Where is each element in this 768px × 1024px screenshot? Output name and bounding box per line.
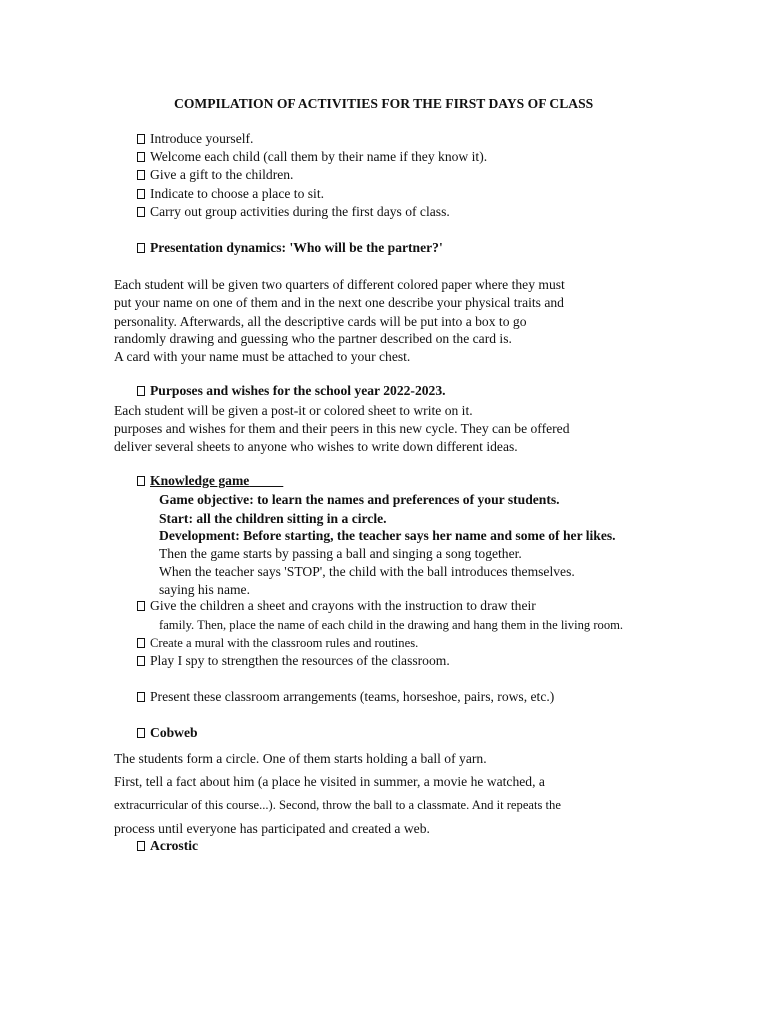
list-item: Give the children a sheet and crayons with the instruction to draw their — [137, 598, 536, 614]
knowledge-detail: Then the game starts by passing a ball and singing a song together. — [159, 546, 522, 561]
paragraph-line: purposes and wishes for them and their peers in this new cycle. They can be offered — [114, 421, 570, 436]
section-heading-acrostic: Acrostic — [137, 838, 198, 854]
paragraph-line: process until everyone has participated and created a web. — [114, 821, 430, 836]
checkbox-icon — [137, 243, 145, 253]
paragraph-line: randomly drawing and guessing who the partner described on the card is. — [114, 331, 512, 346]
paragraph-line: put your name on one of them and in the next one describe your physical traits and — [114, 295, 564, 310]
checkbox-icon — [137, 692, 145, 702]
checkbox-icon — [137, 656, 145, 666]
paragraph-line: Each student will be given a post-it or colored sheet to write on it. — [114, 403, 473, 418]
section-heading-knowledge: Knowledge game — [137, 473, 283, 489]
list-item-continuation: family. Then, place the name of each child in the drawing and hang them in the living room. — [159, 618, 624, 632]
checkbox-icon — [137, 728, 145, 738]
paragraph-line: deliver several sheets to anyone who wishes to write down different ideas. — [114, 439, 518, 454]
list-item: Give a gift to the children. — [137, 167, 293, 183]
section-heading-presentation: Presentation dynamics: 'Who will be the partner?' — [137, 240, 443, 256]
checkbox-icon — [137, 189, 145, 199]
paragraph-line: The students form a circle. One of them starts holding a ball of yarn. — [114, 751, 487, 766]
checkbox-icon — [137, 134, 145, 144]
list-item: Indicate to choose a place to sit. — [137, 186, 324, 202]
list-item: Carry out group activities during the first days of class. — [137, 204, 450, 220]
list-item: Create a mural with the classroom rules and routines. — [137, 635, 418, 651]
list-item: Introduce yourself. — [137, 131, 253, 147]
checkbox-icon — [137, 386, 145, 396]
page-title: COMPILATION OF ACTIVITIES FOR THE FIRST DAYS OF CLASS — [174, 96, 594, 111]
checkbox-icon — [137, 601, 145, 611]
paragraph-line: extracurricular of this course...). Second, throw the ball to a classmate. And it repeats the — [114, 798, 561, 812]
list-item: Present these classroom arrangements (teams, horseshoe, pairs, rows, etc.) — [137, 689, 554, 705]
checkbox-icon — [137, 170, 145, 180]
section-heading-purposes: Purposes and wishes for the school year 2022-2023. — [137, 383, 446, 399]
list-item: Welcome each child (call them by their name if they know it). — [137, 149, 487, 165]
knowledge-detail: Game objective: to learn the names and preferences of your students. — [159, 492, 560, 507]
checkbox-icon — [137, 207, 145, 217]
checkbox-icon — [137, 638, 145, 648]
knowledge-detail: Start: all the children sitting in a circle. — [159, 511, 387, 526]
knowledge-detail: saying his name. — [159, 582, 250, 597]
list-item: Play I spy to strengthen the resources of the classroom. — [137, 653, 450, 669]
checkbox-icon — [137, 476, 145, 486]
knowledge-detail: Development: Before starting, the teacher says her name and some of her likes. — [159, 528, 616, 543]
paragraph-line: personality. Afterwards, all the descriptive cards will be put into a box to go — [114, 314, 527, 329]
knowledge-detail: When the teacher says 'STOP', the child with the ball introduces themselves. — [159, 564, 575, 579]
paragraph-line: A card with your name must be attached to your chest. — [114, 349, 411, 364]
paragraph-line: First, tell a fact about him (a place he visited in summer, a movie he watched, a — [114, 774, 545, 789]
checkbox-icon — [137, 152, 145, 162]
section-heading-cobweb: Cobweb — [137, 725, 198, 741]
checkbox-icon — [137, 841, 145, 851]
paragraph-line: Each student will be given two quarters of different colored paper where they must — [114, 277, 565, 292]
